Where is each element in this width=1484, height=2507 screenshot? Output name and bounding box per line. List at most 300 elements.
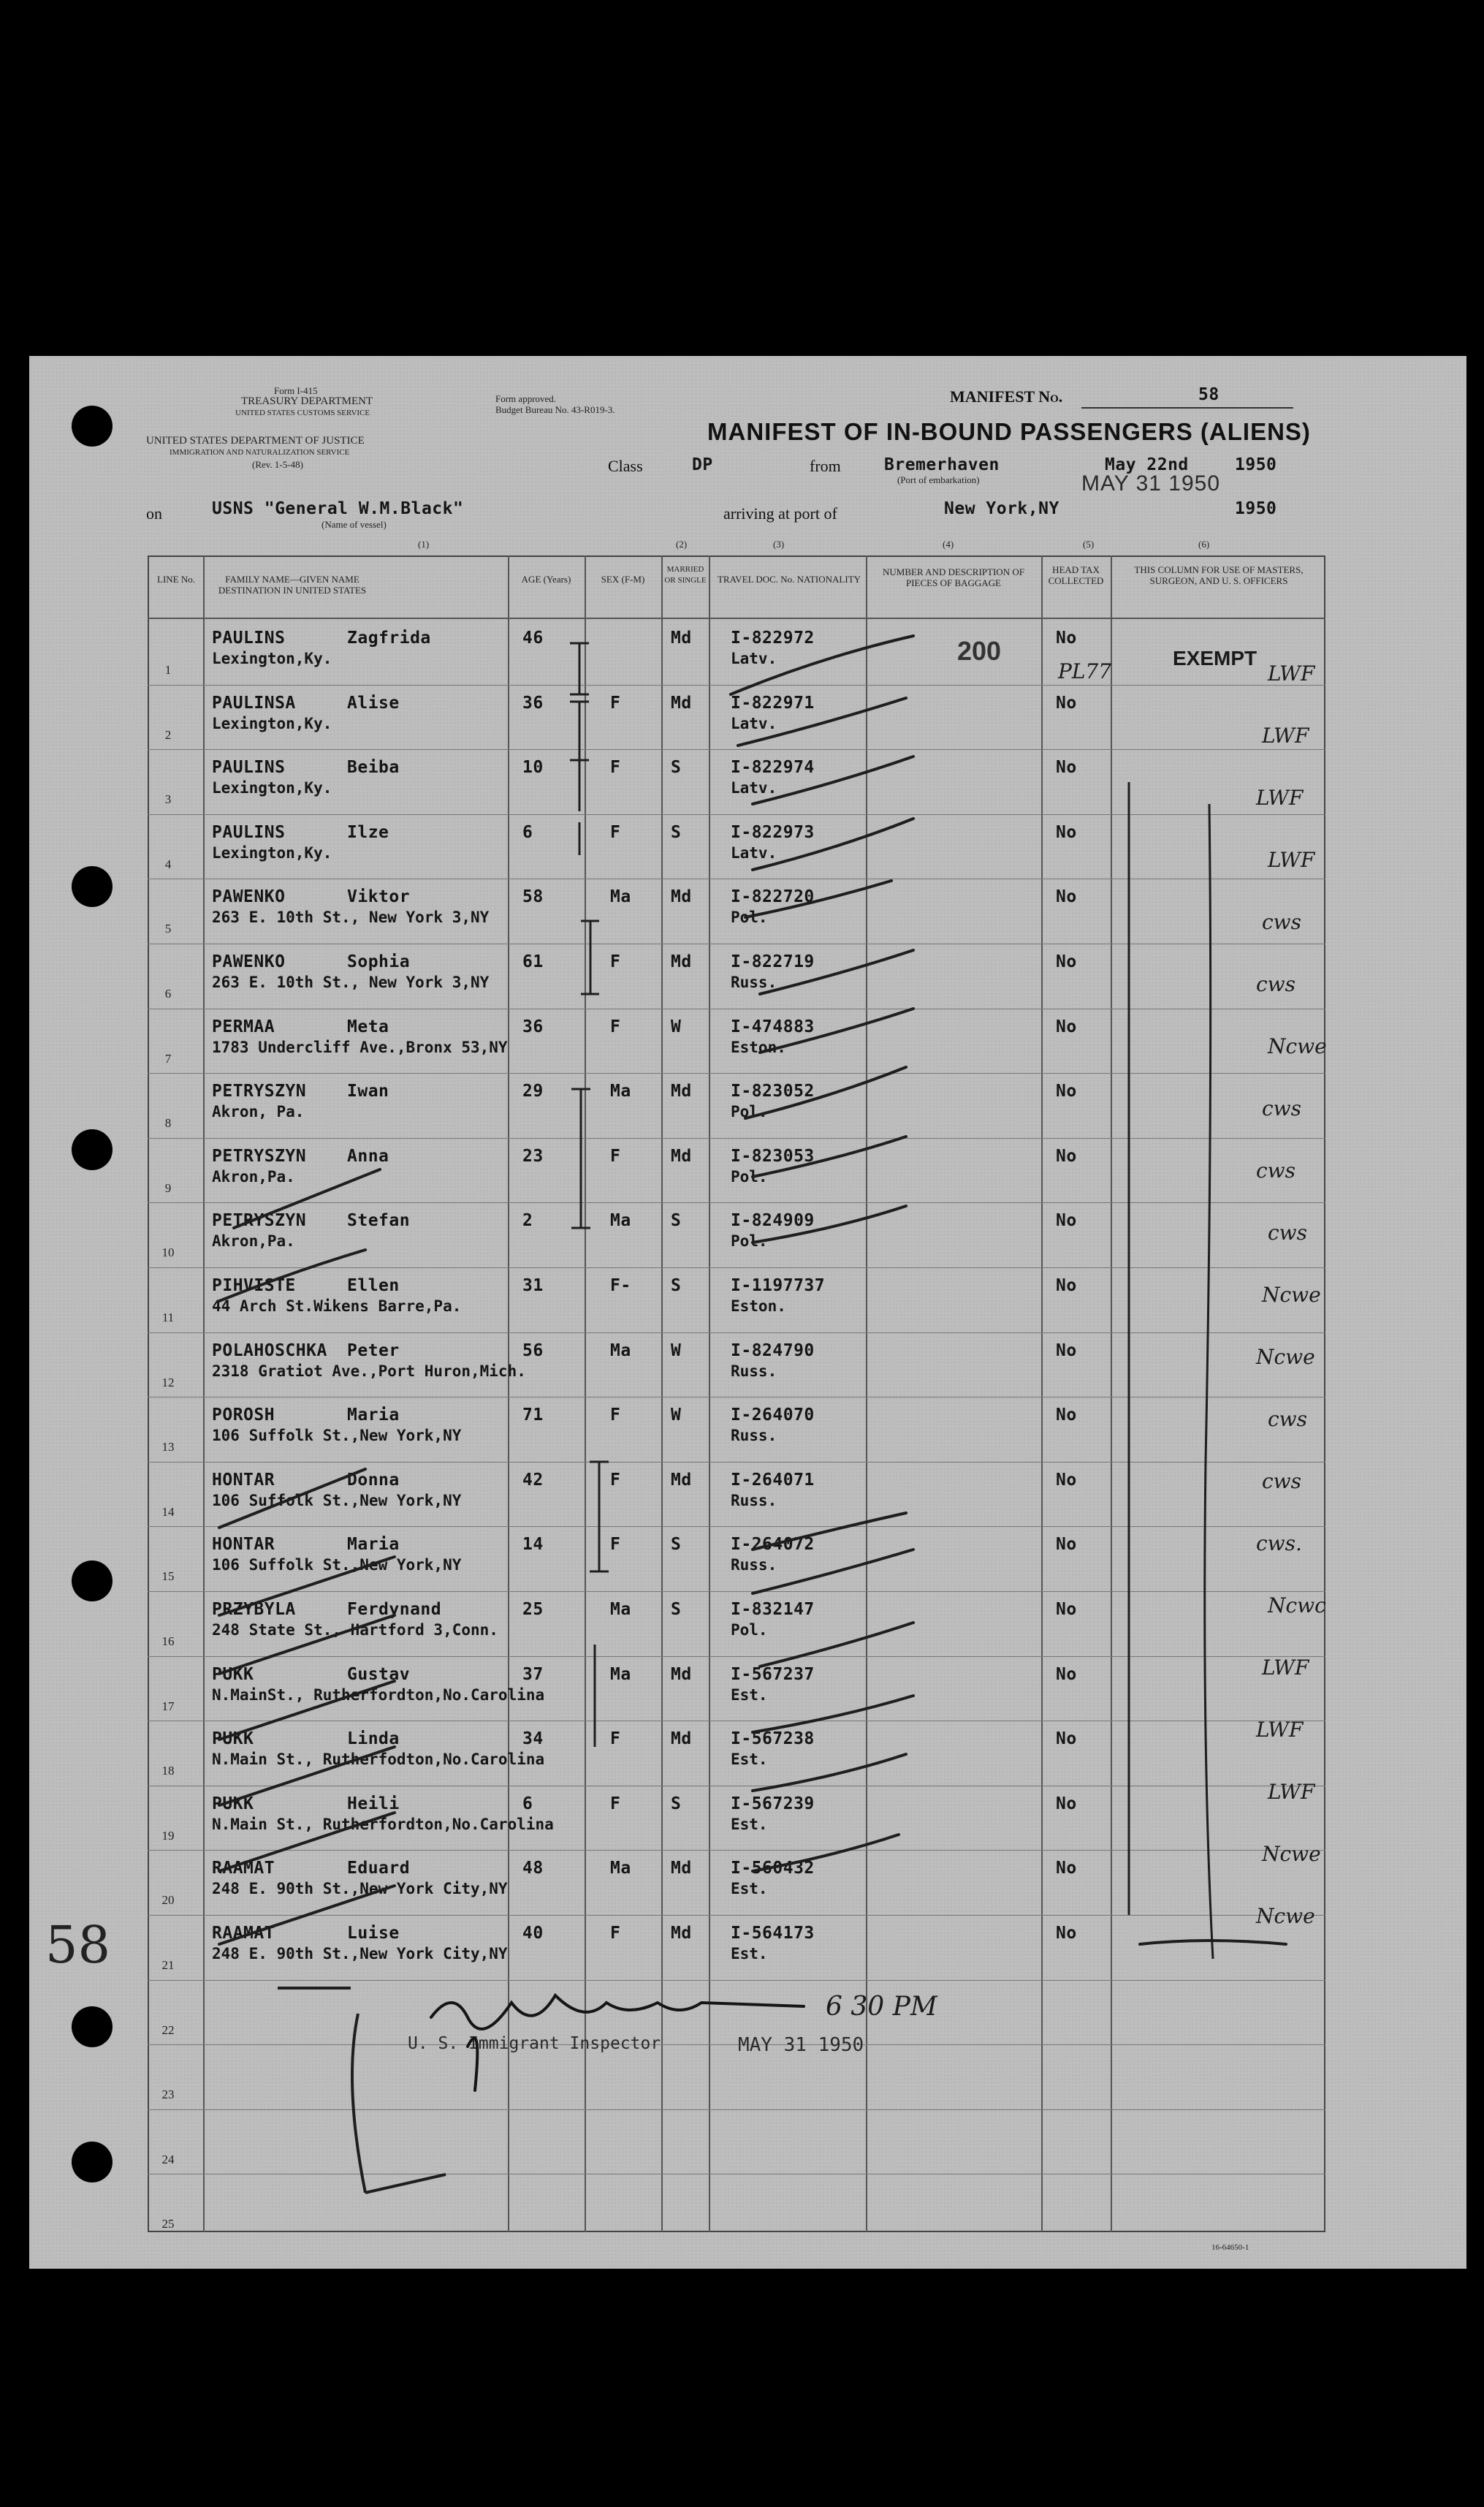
line-number: 22: [161, 2023, 175, 2037]
nationality: Pol.: [731, 1232, 768, 1250]
check-strokes: [219, 636, 1286, 1944]
col-caption-1: (1): [418, 539, 430, 550]
age-value: 6: [522, 1794, 533, 1813]
check-stroke: [219, 1557, 395, 1615]
line-number: 4: [164, 857, 172, 871]
travel-doc-number: I-822720: [731, 887, 815, 906]
check-stroke: [753, 1137, 906, 1177]
marital-status: S: [671, 1276, 682, 1295]
family-name: PAULINS: [212, 629, 286, 648]
line-number: 5: [164, 922, 172, 936]
given-name: Viktor: [347, 887, 411, 906]
inspector-date-stamp: MAY 31 1950: [738, 2034, 864, 2056]
marital-status: Md: [671, 1082, 692, 1101]
exempt-stamp: EXEMPT: [1173, 647, 1257, 670]
given-name: Iwan: [347, 1082, 389, 1101]
check-stroke: [753, 1513, 906, 1550]
age-value: 61: [522, 952, 544, 971]
family-name: HONTAR: [212, 1535, 275, 1554]
nationality: Latv.: [731, 779, 777, 797]
family-name: PUKK: [212, 1729, 254, 1748]
officer-initial: cws: [1268, 1407, 1308, 1431]
given-name: Beiba: [347, 758, 400, 777]
manifest-number-label: MANIFEST No.: [950, 387, 1063, 406]
given-name: Meta: [347, 1017, 389, 1036]
head-tax: No: [1056, 823, 1077, 842]
sex-value: Ma: [610, 1859, 631, 1878]
age-value: 2: [522, 1211, 533, 1230]
header-head-tax: HEAD TAX COLLECTED: [1048, 564, 1104, 586]
marital-status: Md: [671, 1729, 692, 1748]
family-name: PETRYSZYN: [212, 1147, 307, 1166]
travel-doc-number: I-567238: [731, 1729, 815, 1748]
marital-status: S: [671, 1794, 682, 1813]
ins-service: IMMIGRATION AND NATURALIZATION SERVICE: [170, 448, 350, 457]
check-stroke: [760, 950, 913, 994]
marital-status: Md: [671, 1665, 692, 1684]
manifest-title: MANIFEST OF IN-BOUND PASSENGERS (ALIENS): [707, 418, 1311, 445]
officer-initial: cws: [1268, 1221, 1308, 1245]
travel-doc-number: I-822973: [731, 823, 815, 842]
sex-value: F: [610, 1017, 621, 1036]
line-number: 16: [161, 1634, 175, 1648]
class-value: DP: [692, 455, 713, 474]
nationality: Russ.: [731, 1492, 777, 1509]
travel-doc-number: I-822971: [731, 694, 815, 713]
form-approved: Form approved.: [495, 393, 557, 404]
given-name: Gustav: [347, 1665, 411, 1684]
bracket-mark: [570, 702, 589, 760]
baggage-count-stamp: 200: [957, 636, 1002, 666]
bracket-mark: [590, 1462, 609, 1571]
form-footer-code: 16-64650-1: [1211, 2243, 1249, 2252]
marital-status: Md: [671, 1471, 692, 1490]
marital-status: Md: [671, 694, 692, 713]
sex-value: F: [610, 1535, 621, 1554]
travel-doc-number: I-560432: [731, 1859, 815, 1878]
form-number: Form I-415: [274, 385, 318, 396]
check-stroke: [753, 1206, 906, 1243]
port-embarkation: Bremerhaven: [884, 455, 1000, 474]
bracket-marks: [278, 643, 1213, 2193]
sex-value: Ma: [610, 1082, 631, 1101]
family-name: POLAHOSCHKA: [212, 1341, 327, 1360]
marital-status: S: [671, 758, 682, 777]
destination: Lexington,Ky.: [212, 715, 332, 732]
travel-doc-number: I-564173: [731, 1924, 815, 1943]
line-number: 1: [164, 663, 172, 677]
arrival-year: 1950: [1235, 499, 1277, 518]
given-name: Maria: [347, 1406, 400, 1425]
family-name: PAULINS: [212, 758, 286, 777]
check-stroke: [731, 636, 913, 694]
line-number: 3: [164, 792, 172, 806]
sex-value: Ma: [610, 1341, 631, 1360]
class-label: Class: [608, 457, 643, 475]
sex-value: F: [610, 1406, 621, 1425]
family-name: POROSH: [212, 1406, 275, 1425]
margin-58: 58: [45, 1915, 111, 1975]
vessel-name: USNS "General W.M.Black": [212, 499, 464, 518]
head-tax: No: [1056, 1729, 1077, 1748]
nationality: Est.: [731, 1816, 768, 1833]
destination: 263 E. 10th St., New York 3,NY: [212, 974, 490, 991]
marital-status: S: [671, 1600, 682, 1619]
col-caption-2: (2): [676, 539, 688, 550]
manifest-number: 58: [1198, 385, 1219, 404]
head-tax: No: [1056, 1211, 1077, 1230]
given-name: Eduard: [347, 1859, 411, 1878]
budget-bureau: Budget Bureau No. 43-R019-3.: [495, 404, 615, 415]
given-name: Peter: [347, 1341, 400, 1360]
head-tax: No: [1056, 1082, 1077, 1101]
check-stroke: [753, 1835, 899, 1871]
nationality: Russ.: [731, 974, 777, 991]
family-name: PIHVISTE: [212, 1276, 296, 1295]
check-stroke: [760, 1623, 913, 1666]
given-name: Ellen: [347, 1276, 400, 1295]
header-name: FAMILY NAME—GIVEN NAME DESTINATION IN UNITED STATES: [218, 574, 367, 596]
officer-initial: LWF: [1268, 1780, 1315, 1804]
age-value: 14: [522, 1535, 544, 1554]
sex-value: Ma: [610, 1211, 631, 1230]
bracket-mark: [570, 643, 589, 694]
header-age: AGE (Years): [521, 574, 571, 585]
officer-initial: LWF: [1262, 724, 1309, 748]
header-line-no: LINE No.: [157, 574, 195, 585]
officer-initial: Ncwe: [1256, 1904, 1315, 1928]
head-tax: No: [1056, 1017, 1077, 1036]
officer-initial: cws: [1262, 1469, 1302, 1493]
line-number: 20: [161, 1893, 175, 1907]
travel-doc-number: I-264072: [731, 1535, 815, 1554]
sex-value: F: [610, 823, 621, 842]
marital-status: Md: [671, 1924, 692, 1943]
given-name: Anna: [347, 1147, 389, 1166]
age-value: 10: [522, 758, 544, 777]
nationality: Eston.: [731, 1039, 786, 1056]
col-caption-3: (3): [773, 539, 785, 550]
check-stroke: [219, 1886, 395, 1944]
header-travel-doc: TRAVEL DOC. No. NATIONALITY: [717, 574, 861, 585]
port-embarkation-caption: (Port of embarkation): [897, 474, 980, 485]
family-name: PUKK: [212, 1794, 254, 1813]
travel-doc-number: I-567239: [731, 1794, 815, 1813]
head-tax: No: [1056, 1276, 1077, 1295]
officer-initial: LWF: [1268, 848, 1315, 872]
age-value: 46: [522, 629, 544, 648]
age-value: 36: [522, 1017, 544, 1036]
travel-doc-number: I-822719: [731, 952, 815, 971]
destination: 106 Suffolk St.,New York,NY: [212, 1556, 462, 1574]
age-value: 37: [522, 1665, 544, 1684]
line-number: 25: [161, 2217, 175, 2231]
destination: Lexington,Ky.: [212, 844, 332, 862]
head-tax: No: [1056, 694, 1077, 713]
line-number: 10: [161, 1245, 175, 1259]
header-officers: THIS COLUMN FOR USE OF MASTERS, SURGEON, AND U. S. OFFICERS: [1134, 564, 1304, 586]
line-number: 2: [164, 728, 172, 742]
header-baggage: NUMBER AND DESCRIPTION OF PIECES OF BAGGAGE: [883, 566, 1024, 588]
handwritten-time: 6 30 PM: [826, 1992, 937, 2022]
given-name: Ferdynand: [347, 1600, 442, 1619]
destination: 248 State St., Hartford 3,Conn.: [212, 1621, 498, 1639]
family-name: PRZYBYLA: [212, 1600, 296, 1619]
marital-status: Md: [671, 887, 692, 906]
vessel-caption: (Name of vessel): [321, 519, 387, 530]
age-value: 71: [522, 1406, 544, 1425]
arrival-port: New York,NY: [944, 499, 1059, 518]
destination: N.Main St., Rutherfordton,No.Carolina: [212, 1816, 554, 1833]
given-name: Ilze: [347, 823, 389, 842]
marital-status: Md: [671, 1147, 692, 1166]
travel-doc-number: I-1197737: [731, 1276, 826, 1295]
nationality: Russ.: [731, 1427, 777, 1444]
destination: Akron, Pa.: [212, 1103, 305, 1120]
travel-doc-number: I-823052: [731, 1082, 815, 1101]
age-value: 6: [522, 823, 533, 842]
check-stroke: [219, 1250, 365, 1301]
travel-doc-number: I-824790: [731, 1341, 815, 1360]
age-value: 25: [522, 1600, 544, 1619]
head-tax: No: [1056, 1794, 1077, 1813]
inspector-signature: [431, 1995, 804, 2090]
nationality: Pol.: [731, 1103, 768, 1120]
sex-value: F: [610, 1147, 621, 1166]
nationality: Pol.: [731, 909, 768, 926]
destination: 263 E. 10th St., New York 3,NY: [212, 909, 490, 926]
embark-year: 1950: [1235, 455, 1277, 474]
family-name: RAAMAT: [212, 1924, 275, 1943]
given-name: Alise: [347, 694, 400, 713]
given-name: Heili: [347, 1794, 400, 1813]
check-stroke: [219, 1813, 395, 1871]
head-tax: No: [1056, 758, 1077, 777]
family-name: PETRYSZYN: [212, 1211, 307, 1230]
col-caption-6: (6): [1198, 539, 1210, 550]
age-value: 23: [522, 1147, 544, 1166]
received-stamp: MAY 31 1950: [1081, 471, 1221, 496]
head-tax: No: [1056, 1471, 1077, 1490]
destination: N.MainSt., Rutherfordton,No.Carolina: [212, 1686, 545, 1704]
head-tax: No: [1056, 952, 1077, 971]
marital-status: W: [671, 1406, 682, 1425]
check-stroke: [753, 1696, 913, 1732]
check-stroke: [753, 756, 913, 804]
destination: Lexington,Ky.: [212, 650, 332, 667]
destination: 248 E. 90th St.,New York City,NY: [212, 1880, 508, 1897]
nationality: Latv.: [731, 715, 777, 732]
given-name: Donna: [347, 1471, 400, 1490]
destination: Akron,Pa.: [212, 1232, 295, 1250]
travel-doc-number: I-822974: [731, 758, 815, 777]
nationality: Pol.: [731, 1621, 768, 1639]
travel-doc-number: I-264070: [731, 1406, 815, 1425]
head-tax: No: [1056, 1147, 1077, 1166]
nationality: Est.: [731, 1945, 768, 1962]
nationality: Pol.: [731, 1168, 768, 1186]
officer-initial: Ncwe: [1262, 1842, 1321, 1866]
justice-dept: UNITED STATES DEPARTMENT OF JUSTICE: [146, 435, 365, 447]
marital-status: S: [671, 1535, 682, 1554]
travel-doc-number: I-264071: [731, 1471, 815, 1490]
family-name: RAAMAT: [212, 1859, 275, 1878]
inspector-caption: U. S. Immigrant Inspector: [408, 2034, 661, 2053]
line-number: 12: [161, 1376, 175, 1389]
officer-initial: cws: [1256, 1158, 1296, 1183]
travel-doc-number: I-822972: [731, 629, 815, 648]
marital-status: Md: [671, 952, 692, 971]
destination: 106 Suffolk St.,New York,NY: [212, 1427, 462, 1444]
sex-value: F: [610, 952, 621, 971]
officer-initial: LWF: [1256, 1718, 1304, 1742]
nationality: Russ.: [731, 1556, 777, 1574]
signature-stroke: [431, 1995, 804, 2029]
arriving-label: arriving at port of: [723, 504, 837, 523]
sex-value: Ma: [610, 1665, 631, 1684]
check-stroke: [219, 1681, 395, 1740]
line-number: 11: [161, 1311, 175, 1324]
col-caption-4: (4): [943, 539, 954, 550]
officer-initial: cws: [1256, 972, 1296, 996]
officer-initial: cws: [1262, 910, 1302, 934]
check-stroke: [753, 819, 913, 870]
officer-initial: Ncwc: [1268, 1593, 1326, 1617]
age-value: 48: [522, 1859, 544, 1878]
bracket-mark: [581, 921, 599, 994]
line-number: 18: [161, 1764, 175, 1778]
line-number: 7: [164, 1052, 172, 1066]
officer-initial: cws.: [1256, 1531, 1302, 1555]
travel-doc-number: I-832147: [731, 1600, 815, 1619]
officer-initial: Ncwe: [1256, 1345, 1315, 1369]
line-number: 13: [161, 1440, 175, 1454]
given-name: Maria: [347, 1535, 400, 1554]
age-value: 29: [522, 1082, 544, 1101]
age-value: 31: [522, 1276, 544, 1295]
family-name: PAWENKO: [212, 887, 286, 906]
line-number: 23: [161, 2087, 175, 2101]
destination: Akron,Pa.: [212, 1168, 295, 1186]
sex-value: F-: [610, 1276, 631, 1295]
travel-doc-number: I-823053: [731, 1147, 815, 1166]
nationality: Est.: [731, 1751, 768, 1768]
customs-service: UNITED STATES CUSTOMS SERVICE: [235, 409, 370, 417]
margin-bracket: [352, 2014, 446, 2193]
head-tax: No: [1056, 887, 1077, 906]
destination: 44 Arch St.Wikens Barre,Pa.: [212, 1297, 462, 1315]
check-stroke: [760, 1009, 913, 1053]
nationality: Latv.: [731, 650, 777, 667]
nationality: Est.: [731, 1880, 768, 1897]
given-name: Sophia: [347, 952, 411, 971]
destination: N.Main St., Rutherfodton,No.Carolina: [212, 1751, 545, 1768]
check-stroke: [738, 698, 906, 746]
nationality: Latv.: [731, 844, 777, 862]
marital-status: S: [671, 823, 682, 842]
marital-status: S: [671, 1211, 682, 1230]
family-name: PUKK: [212, 1665, 254, 1684]
officer-initial: LWF: [1256, 786, 1304, 810]
destination: 2318 Gratiot Ave.,Port Huron,Mich.: [212, 1362, 526, 1380]
line-number: 21: [161, 1958, 175, 1972]
sex-value: F: [610, 1729, 621, 1748]
header-married: MARRIED OR SINGLE: [664, 565, 707, 585]
line-number: 6: [164, 987, 172, 1001]
officer-initial: cws: [1262, 1096, 1302, 1120]
given-name: Stefan: [347, 1211, 411, 1230]
line-number: 9: [164, 1181, 172, 1195]
marital-status: Md: [671, 1859, 692, 1878]
head-tax: No: [1056, 1859, 1077, 1878]
treasury-dept: TREASURY DEPARTMENT: [241, 395, 373, 407]
travel-doc-number: I-824909: [731, 1211, 815, 1230]
head-tax: No: [1056, 1665, 1077, 1684]
check-stroke: [745, 1067, 906, 1118]
sex-value: F: [610, 1924, 621, 1943]
sex-value: F: [610, 758, 621, 777]
from-label: from: [810, 457, 841, 475]
check-stroke: [753, 1550, 913, 1593]
signature-stroke: [468, 2038, 477, 2090]
family-name: HONTAR: [212, 1471, 275, 1490]
marital-status: W: [671, 1341, 682, 1360]
head-tax: No: [1056, 1535, 1077, 1554]
line-number: 19: [161, 1829, 175, 1843]
marital-status: W: [671, 1017, 682, 1036]
officer-initial: Ncwe: [1268, 1034, 1327, 1058]
line-number: 15: [161, 1569, 175, 1583]
head-tax: No: [1056, 1406, 1077, 1425]
travel-doc-number: I-474883: [731, 1017, 815, 1036]
check-stroke: [219, 1747, 395, 1805]
check-stroke: [234, 1169, 380, 1228]
line-number: 14: [161, 1505, 175, 1519]
marital-status: Md: [671, 629, 692, 648]
family-name: PERMAA: [212, 1017, 275, 1036]
given-name: Zagfrida: [347, 629, 431, 648]
age-value: 58: [522, 887, 544, 906]
age-value: 40: [522, 1924, 544, 1943]
officer-initial: LWF: [1268, 661, 1315, 686]
sex-value: Ma: [610, 887, 631, 906]
age-value: 42: [522, 1471, 544, 1490]
family-name: PETRYSZYN: [212, 1082, 307, 1101]
age-value: 56: [522, 1341, 544, 1360]
sex-value: Ma: [610, 1600, 631, 1619]
line-number: 24: [161, 2153, 175, 2166]
check-stroke: [745, 881, 891, 917]
header-sex: SEX (F-M): [601, 574, 645, 585]
head-tax: No: [1056, 1600, 1077, 1619]
officer-initial: LWF: [1262, 1655, 1309, 1680]
destination: Lexington,Ky.: [212, 779, 332, 797]
check-stroke: [219, 1615, 395, 1674]
nationality: Est.: [731, 1686, 768, 1704]
head-tax: No: [1056, 629, 1077, 648]
destination: 248 E. 90th St.,New York City,NY: [212, 1945, 508, 1962]
officer-initial: Ncwe: [1262, 1283, 1321, 1307]
destination: 1783 Undercliff Ave.,Bronx 53,NY: [212, 1039, 508, 1056]
nationality: Eston.: [731, 1297, 786, 1315]
family-name: PAULINSA: [212, 694, 296, 713]
age-value: 36: [522, 694, 544, 713]
bracket-mark: [571, 1089, 590, 1228]
check-stroke: [219, 1469, 365, 1528]
destination: 106 Suffolk St.,New York,NY: [212, 1492, 462, 1509]
sex-value: F: [610, 694, 621, 713]
sex-value: F: [610, 1794, 621, 1813]
